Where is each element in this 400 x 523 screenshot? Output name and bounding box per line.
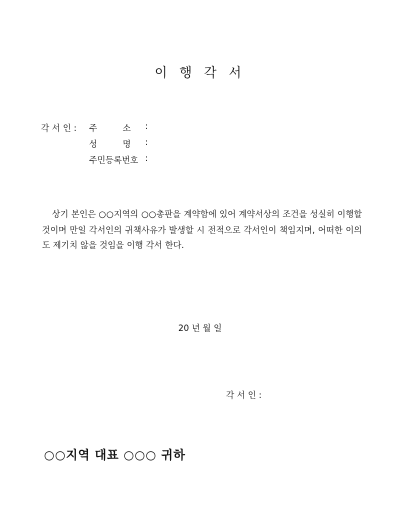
name-colon: : (145, 138, 148, 148)
name-label: 성 명 (89, 140, 131, 150)
address-colon: : (145, 122, 148, 132)
rrn-colon: : (145, 154, 148, 164)
document-title: 이 행 각 서 (154, 66, 246, 81)
bottom-signer-label: 각 서 인 : (226, 391, 262, 401)
signer-label: 각 서 인 : (41, 124, 77, 134)
pledge-body: 상기 본인은 ○○지역의 ○○총판을 계약함에 있어 계약서상의 조건을 성실히 이행할 것이며 만일 각서인의 귀책사유가 발생할 시 전적으로 각서인이 책임지며, 어떠한 이의도 제기치 않을 것임을 이행 각서 한다. (42, 210, 362, 251)
date-line: 20 년 월 일 (178, 324, 222, 334)
address-label: 주 소 (89, 124, 131, 134)
addressee: ○○지역 대표 ○○○ 귀하 (44, 448, 186, 462)
rrn-label: 주민등록번호 (89, 156, 139, 166)
